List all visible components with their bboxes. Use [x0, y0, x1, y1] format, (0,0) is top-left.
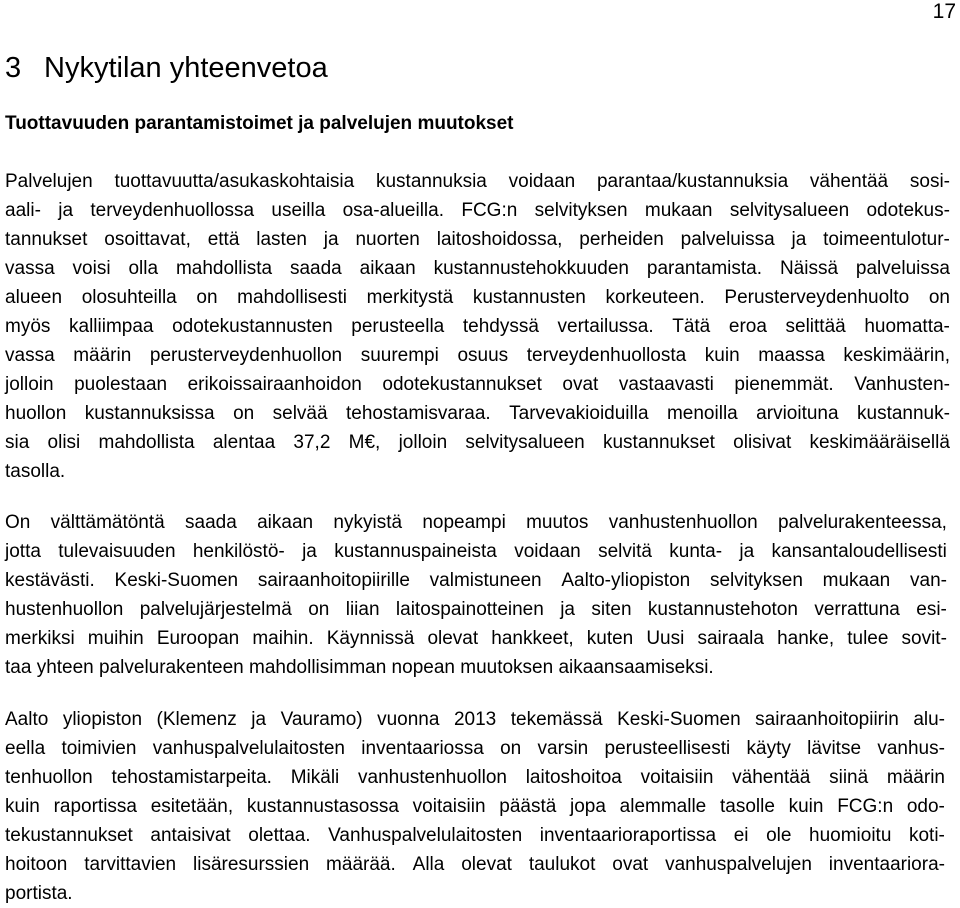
text-line: tenhuollon tehostamistarpeita. Mikäli vanhustenhuollon laitoshoitoa voitaisiin vähentää siinä määrin [5, 767, 945, 788]
text-line: On välttämätöntä saada aikaan nykyistä nopeampi muutos vanhustenhuollon palvelurakenteessa, [5, 512, 947, 533]
text-line: merkiksi muihin Euroopan maihin. Käynnissä olevat hankkeet, kuten Uusi sairaala hanke, tulee sovit- [5, 628, 947, 649]
text-line: alueen olosuhteilla on mahdollisesti merkitystä kustannusten korkeuteen. Perusterveydenhuolto on [5, 287, 950, 308]
section-heading [5, 50, 328, 86]
subheading: Tuottavuuden parantamistoimet ja palvelujen muutokset [5, 113, 514, 134]
text-line: portista. [5, 883, 73, 904]
text-line: Aalto yliopiston (Klemenz ja Vauramo) vuonna 2013 tekemässä Keski-Suomen sairaanhoitopiirin alu- [5, 709, 945, 730]
text-line: jotta tulevaisuuden henkilöstö- ja kustannuspaineista voidaan selvitä kunta- ja kansantaloudellisesti [5, 541, 947, 562]
text-line: kuin raportissa esitetään, kustannustasossa voitaisiin päästä jopa alemmalle tasolle kuin FCG:n odo- [5, 796, 945, 817]
paragraph-elderly-care-change [5, 508, 947, 682]
text-line: sia olisi mahdollista alentaa 37,2 M€, jolloin selvitysalueen kustannukset olisivat keskimääräisellä [5, 432, 950, 453]
text-line: vassa määrin perusterveydenhuollon suurempi osuus terveydenhuollosta kuin maassa keskimäärin, [5, 345, 950, 366]
text-line: tasolla. [5, 461, 66, 482]
text-line: taa yhteen palvelurakenteen mahdollisimman nopean muutoksen aikaansaamiseksi. [5, 657, 714, 678]
page-number: 17 [932, 0, 956, 23]
paragraph-aalto-inventory [5, 705, 945, 908]
text-line: hoitoon tarvittavien lisäresurssien määrää. Alla olevat taulukot ovat vanhuspalvelujen inventaariora- [5, 854, 945, 875]
section-number: 3 [5, 52, 22, 84]
text-line: eella toimivien vanhuspalvelulaitosten inventaariossa on varsin perusteellisesti käyty lävitse vanhus- [5, 738, 945, 759]
text-line: Palvelujen tuottavuutta/asukaskohtaisia kustannuksia voidaan parantaa/kustannuksia vähentää sosi- [5, 171, 950, 192]
text-line: aali- ja terveydenhuollossa useilla osa-alueilla. FCG:n selvityksen mukaan selvitysalueen odotekus- [5, 200, 950, 221]
text-line: hustenhuollon palvelujärjestelmä on liian laitospainotteinen ja siten kustannustehoton verrattuna esi- [5, 599, 947, 620]
paragraph-productivity [5, 167, 950, 486]
text-line: tannukset osoittavat, että lasten ja nuorten laitoshoidossa, perheiden palveluissa ja toimeentulotur- [5, 229, 950, 250]
section-title: Nykytilan yhteenvetoa [44, 52, 328, 84]
text-line: tekustannukset antaisivat olettaa. Vanhuspalvelulaitosten inventaarioraportissa ei ole huomioitu koti- [5, 825, 945, 846]
text-line: jolloin puolestaan erikoissairaanhoidon odotekustannukset ovat vastaavasti pienemmät. Vanhusten- [5, 374, 950, 395]
text-line: myös kalliimpaa odotekustannusten perusteella tehdyssä vertailussa. Tätä eroa selittää huomatta- [5, 316, 950, 337]
text-line: huollon kustannuksissa on selvää tehostamisvaraa. Tarvevakioiduilla menoilla arvioituna kustannuk- [5, 403, 950, 424]
text-line: vassa voisi olla mahdollista saada aikaan kustannustehokkuuden parantamista. Näissä palveluissa [5, 258, 950, 279]
text-line: kestävästi. Keski-Suomen sairaanhoitopiirille valmistuneen Aalto-yliopiston selvityksen mukaan van- [5, 570, 947, 591]
